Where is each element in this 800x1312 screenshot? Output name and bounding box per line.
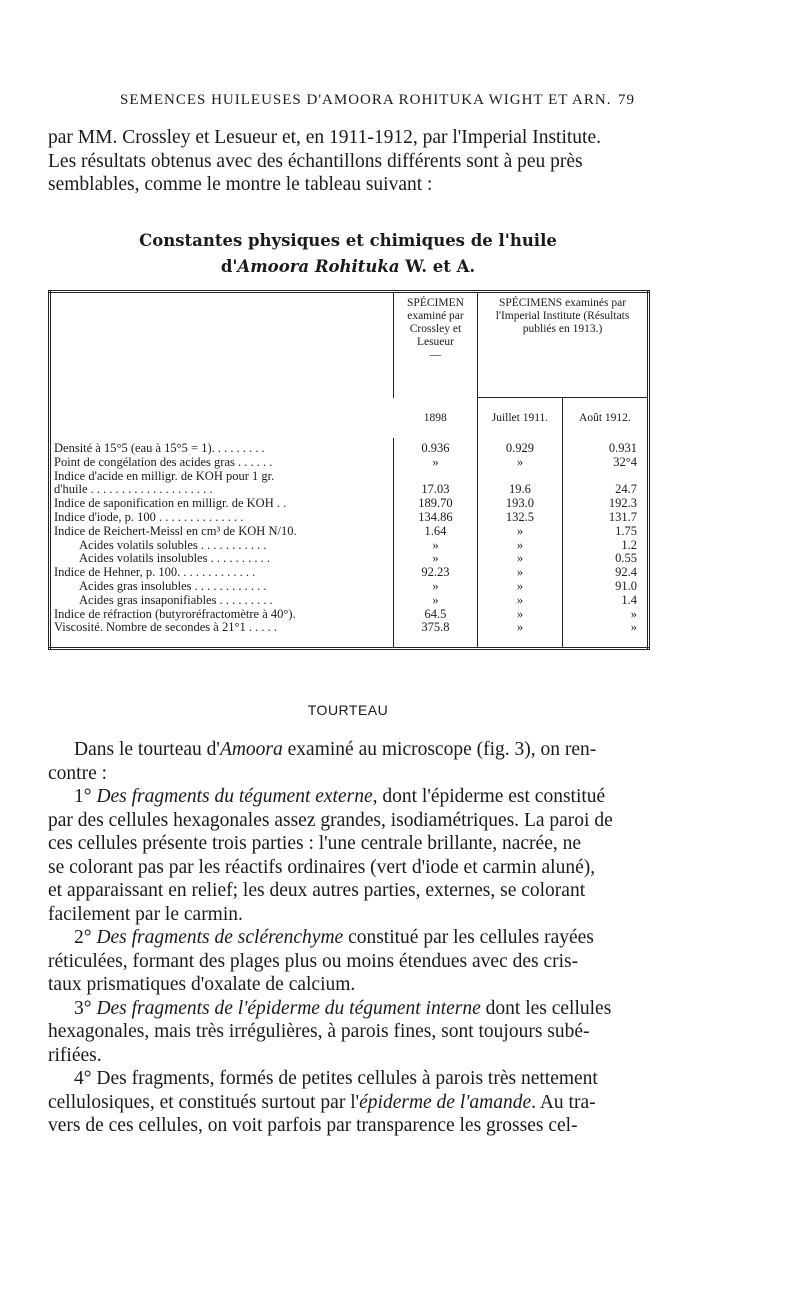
row-value: » xyxy=(478,525,563,539)
table-row xyxy=(50,539,649,553)
text-run: , dont l'épiderme est constitué xyxy=(372,786,606,807)
constants-table xyxy=(48,290,650,650)
column-header-crossley xyxy=(393,292,477,398)
row-label: Acides volatils insolubles . . . . . . . . . . xyxy=(79,551,270,566)
section-title: TOURTEAU xyxy=(307,702,389,718)
row-value xyxy=(562,470,648,484)
row-value xyxy=(393,470,477,484)
row-value: 1.64 xyxy=(393,525,477,539)
row-label: d'huile . . . . . . . . . . . . . . . . . . . . xyxy=(54,482,213,497)
body-line xyxy=(48,856,648,880)
text-run: se colorant pas par les réactifs ordinaires (vert d'iode et carmin aluné), xyxy=(48,856,596,878)
subheader-aout-1912: Août 1912. xyxy=(562,398,648,439)
body-line xyxy=(48,738,648,762)
column-header-imperial xyxy=(478,292,649,398)
row-value: » xyxy=(393,580,477,594)
text-run: 4° Des fragments, formés de petites cellules à parois très nettement xyxy=(74,1068,598,1089)
body-line xyxy=(48,903,648,927)
row-value xyxy=(478,470,563,484)
text-run: 1° xyxy=(74,786,97,807)
caption-species: Amoora Rohituka xyxy=(237,257,400,276)
intro-line: par MM. Crossley et Lesueur et, en 1911-1912, par l'Imperial Institute. xyxy=(48,127,601,148)
body-line xyxy=(48,950,648,974)
row-label: Acides gras insolubles . . . . . . . . . . . . xyxy=(79,578,267,593)
body-line xyxy=(48,1114,648,1138)
row-value: 134.86 xyxy=(393,511,477,525)
row-value: 0.55 xyxy=(562,552,648,566)
body-line xyxy=(48,879,648,903)
row-value: » xyxy=(478,539,563,553)
table-row xyxy=(50,525,649,539)
row-value: 375.8 xyxy=(393,621,477,648)
row-value: 92.4 xyxy=(562,566,648,580)
table-row xyxy=(50,470,649,484)
row-label: Viscosité. Nombre de secondes à 21°1 . . . . . xyxy=(54,620,277,635)
italic-phrase: Des fragments de sclérenchyme xyxy=(96,927,344,948)
body-line xyxy=(48,926,648,950)
table-row xyxy=(50,483,649,497)
row-value: 192.3 xyxy=(562,497,648,511)
table-row xyxy=(50,511,649,525)
subheader-1898: 1898 xyxy=(423,411,447,424)
row-label: Indice d'iode, p. 100 . . . . . . . . . . . . . . xyxy=(54,509,244,524)
text-run: et apparaissant en relief; les deux autres parties, externes, se colorant xyxy=(48,880,586,901)
running-title: SEMENCES HUILEUSES D'AMOORA ROHITUKA WIGHT ET ARN. xyxy=(120,92,612,108)
body-line xyxy=(48,809,648,833)
text-run: 2° xyxy=(74,927,97,948)
row-label: Acides volatils solubles . . . . . . . . . . . xyxy=(79,537,267,552)
body-line xyxy=(48,762,648,786)
row-label: Indice de Reichert-Meissl en cm³ de KOH N/10. xyxy=(54,523,297,538)
row-value: 1.4 xyxy=(562,594,648,608)
text-run: taux prismatiques d'oxalate de calcium. xyxy=(48,974,356,995)
body-line xyxy=(48,1067,648,1091)
row-value: » xyxy=(393,552,477,566)
column-header-crossley-text: SPÉCIMEN examiné par Crossley et Lesueur xyxy=(407,297,464,348)
body-line xyxy=(48,997,648,1021)
row-value: 1.75 xyxy=(562,525,648,539)
text-run: examiné au microscope (fig. 3), on ren- xyxy=(282,739,597,760)
italic-phrase: Des fragments de l'épiderme du tégument interne xyxy=(96,997,481,1019)
subheader-juillet-1911: Juillet 1911. xyxy=(478,398,563,439)
caption-prefix: d' xyxy=(220,257,238,276)
italic-phrase: Des fragments du tégument externe xyxy=(96,786,373,807)
body-line xyxy=(48,973,648,997)
body-line xyxy=(48,785,648,809)
row-value: 24.7 xyxy=(562,483,648,497)
row-label: Indice de Hehner, p. 100. . . . . . . . . . . . . xyxy=(54,565,256,580)
row-value: » xyxy=(478,552,563,566)
text-run: réticulées, formant des plages plus ou moins étendues avec des cris- xyxy=(48,950,579,972)
text-run: Dans le tourteau d' xyxy=(74,739,220,760)
body-line xyxy=(48,1044,648,1068)
row-value: 0.931 xyxy=(562,438,648,456)
row-label: Indice de réfraction (butyroréfractomètre à 40°). xyxy=(54,606,296,621)
row-value: » xyxy=(393,456,477,470)
row-value: 189.70 xyxy=(393,497,477,511)
text-run: constitué par les cellules rayées xyxy=(343,927,594,948)
text-run: ces cellules présente trois parties : l'une centrale brillante, nacrée, ne xyxy=(48,833,582,854)
body-line xyxy=(48,832,648,856)
tourteau-paragraphs xyxy=(48,738,648,1138)
row-value: » xyxy=(562,608,648,622)
row-value: » xyxy=(478,580,563,594)
text-run: vers de ces cellules, on voit parfois par transparence les grosses cel- xyxy=(48,1115,578,1136)
body-line xyxy=(48,1091,648,1115)
text-run: hexagonales, mais très irrégulières, à parois fines, sont toujours subé- xyxy=(48,1021,590,1042)
row-value: 0.929 xyxy=(478,438,563,456)
table-row xyxy=(50,438,649,456)
table-row xyxy=(50,552,649,566)
table-row xyxy=(50,497,649,511)
row-value: 0.936 xyxy=(393,438,477,456)
intro-paragraph xyxy=(48,126,648,197)
table-row xyxy=(50,580,649,594)
row-value: 193.0 xyxy=(478,497,563,511)
text-run: contre : xyxy=(48,762,108,784)
text-run: dont les cellules xyxy=(480,997,612,1019)
table-row xyxy=(50,566,649,580)
row-value: 131.7 xyxy=(562,511,648,525)
row-value: » xyxy=(478,566,563,580)
row-value: 64.5 xyxy=(393,608,477,622)
page-number: 79 xyxy=(618,92,635,108)
caption-suffix: W. et A. xyxy=(399,257,476,276)
row-value: 92.23 xyxy=(393,566,477,580)
table-row xyxy=(50,594,649,608)
row-label: Indice d'acide en milligr. de KOH pour 1 gr. xyxy=(54,468,275,483)
row-value: » xyxy=(478,621,563,648)
table-label-header xyxy=(50,292,394,439)
text-run: rifiées. xyxy=(48,1044,102,1066)
table-row xyxy=(50,608,649,622)
table-body xyxy=(50,438,649,649)
row-value: 132.5 xyxy=(478,511,563,525)
caption-line-2 xyxy=(48,254,648,280)
caption-line-1: Constantes physiques et chimiques de l'huile xyxy=(139,231,557,250)
row-value: » xyxy=(562,621,648,648)
italic-phrase: épiderme de l'amande xyxy=(359,1091,532,1113)
text-run: . Au tra- xyxy=(531,1091,596,1113)
row-value: » xyxy=(393,594,477,608)
italic-phrase: Amoora xyxy=(219,739,283,760)
table-row xyxy=(50,621,649,648)
row-label: Densité à 15°5 (eau à 15°5 = 1). . . . . . . . . xyxy=(54,441,265,455)
column-header-dash: — xyxy=(429,349,442,361)
body-line xyxy=(48,1020,648,1044)
row-value: » xyxy=(393,539,477,553)
column-header-imperial-text: SPÉCIMENS examinés par l'Imperial Institute (Résultats publiés en 1913.) xyxy=(495,297,630,335)
row-value: 32°4 xyxy=(562,456,648,470)
text-run: 3° xyxy=(74,997,97,1019)
row-value: » xyxy=(478,608,563,622)
text-run: facilement par le carmin. xyxy=(48,903,243,925)
row-value: » xyxy=(478,456,563,470)
row-label: Point de congélation des acides gras . . . . . . xyxy=(54,454,273,469)
row-value: 17.03 xyxy=(393,483,477,497)
table-caption xyxy=(48,228,648,280)
text-run: par des cellules hexagonales assez grandes, isodiamétriques. La paroi de xyxy=(48,809,613,831)
row-value: » xyxy=(478,594,563,608)
row-value: 19.6 xyxy=(478,483,563,497)
row-value: 91.0 xyxy=(562,580,648,594)
row-label: Indice de saponification en milligr. de KOH . . xyxy=(54,496,287,511)
intro-line: semblables, comme le montre le tableau suivant : xyxy=(48,174,433,195)
intro-line: Les résultats obtenus avec des échantillons différents sont à peu près xyxy=(48,150,583,172)
text-run: cellulosiques, et constitués surtout par l' xyxy=(48,1091,360,1113)
row-value: 1.2 xyxy=(562,539,648,553)
row-label: Acides gras insaponifiables . . . . . . . . . xyxy=(79,592,273,607)
table-row xyxy=(50,456,649,470)
